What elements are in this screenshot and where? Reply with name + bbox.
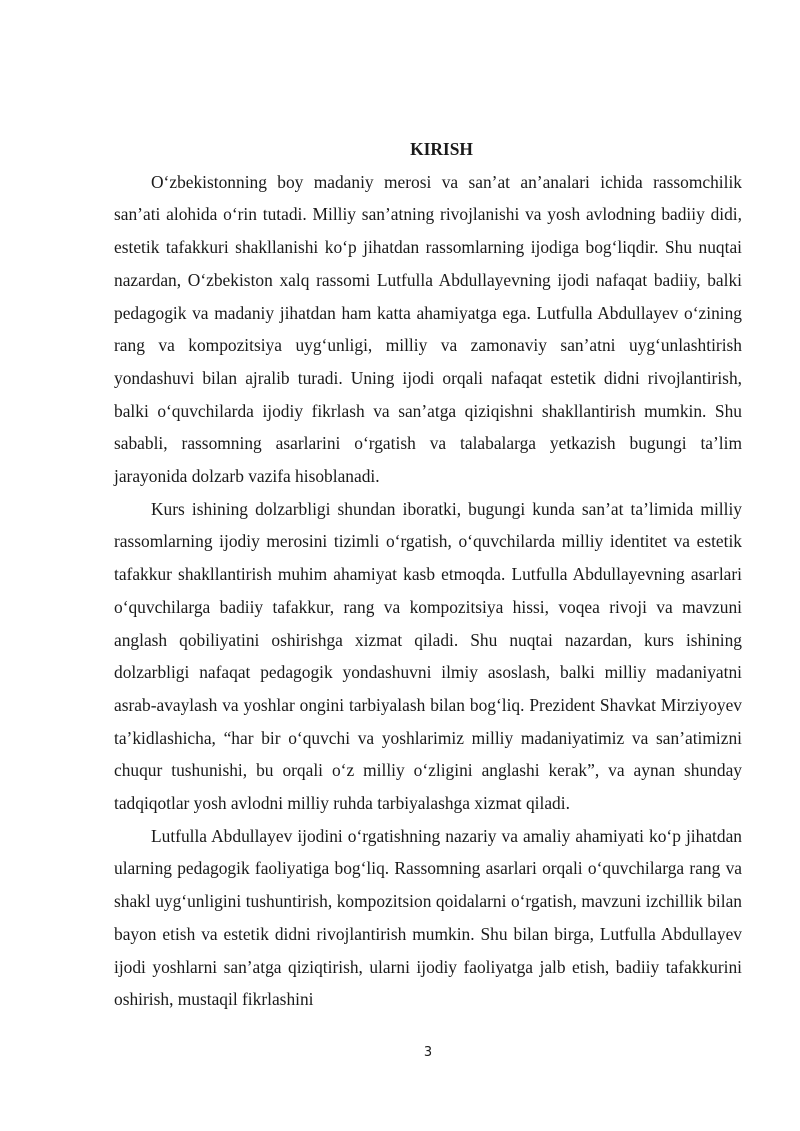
body-text bbox=[114, 133, 742, 1016]
section-heading: KIRISH bbox=[410, 139, 473, 159]
paragraph-1: O‘zbekistonning boy madaniy merosi va san’at an’analari ichida rassomchilik san’ati alohida o‘rin tutadi. Milliy san’atning rivojlanishi va yosh avlodning badiiy didi, estetik tafakkuri shakllanishi ko‘p jihatdan rassomlarning ijodiga bog‘liqdir. Shu nuqtai nazardan, O‘zbekiston xalq rassomi Lutfulla Abdullayevning ijodi nafaqat badiiy, balki pedagogik va madaniy jihatdan ham katta ahamiyatga ega. Lutfulla Abdullayev o‘zining rang va kompozitsiya uyg‘unligi, milliy va zamonaviy san’atni uyg‘unlashtirish yondashuvi bilan ajralib turadi. Uning ijodi orqali nafaqat estetik didni rivojlantirish, balki o‘quvchilarda ijodiy fikrlash va san’atga qiziqishni shakllantirish mumkin. Shu sababli, rassomning asarlarini o‘rgatish va talabalarga yetkazish bugungi ta’lim jarayonida dolzarb vazifa hisoblanadi. bbox=[114, 171, 742, 487]
paragraph-3: Lutfulla Abdullayev ijodini o‘rgatishning nazariy va amaliy ahamiyati ko‘p jihatdan ularning pedagogik faoliyatiga bog‘liq. Rassomning asarlari orqali o‘quvchilarga rang va shakl uyg‘unligini tushuntirish, kompozitsion qoidalarni o‘rgatish, mavzuni izchillik bilan bayon etish va estetik didni rivojlantirish mumkin. Shu bilan birga, Lutfulla Abdullayev ijodi yoshlarni san’atga qiziqtirish, ularni ijodiy faoliyatga jalb etish, badiiy tafakkurini oshirish, mustaqil fikrlashini bbox=[114, 825, 742, 1010]
paragraph-2: Kurs ishining dolzarbligi shundan iboratki, bugungi kunda san’at ta’limida milliy rassomlarning ijodiy merosini tizimli o‘rgatish, o‘quvchilarda milliy identitet va estetik tafakkur shakllantirish muhim ahamiyat kasb etmoqda. Lutfulla Abdullayevning asarlari o‘quvchilarga badiiy tafakkur, rang va kompozitsiya hissi, voqea rivoji va mavzuni anglash qobiliyatini oshirishga xizmat qiladi. Shu nuqtai nazardan, kurs ishining dolzarbligi nafaqat pedagogik yondashuvni ilmiy asoslash, balki milliy madaniyatni asrab-avaylash va yoshlar ongini tarbiyalash bilan bog‘liq. Prezident Shavkat Mirziyoyev ta’kidlashicha, “har bir o‘quvchi va yoshlarimiz milliy madaniyatimiz va san’atimizni chuqur tushunishi, bu orqali o‘z milliy o‘zligini anglashi kerak”, va aynan shunday tadqiqotlar yosh avlodni milliy ruhda tarbiyalashga xizmat qiladi. bbox=[114, 498, 742, 814]
page-number: 3 bbox=[423, 1045, 433, 1060]
